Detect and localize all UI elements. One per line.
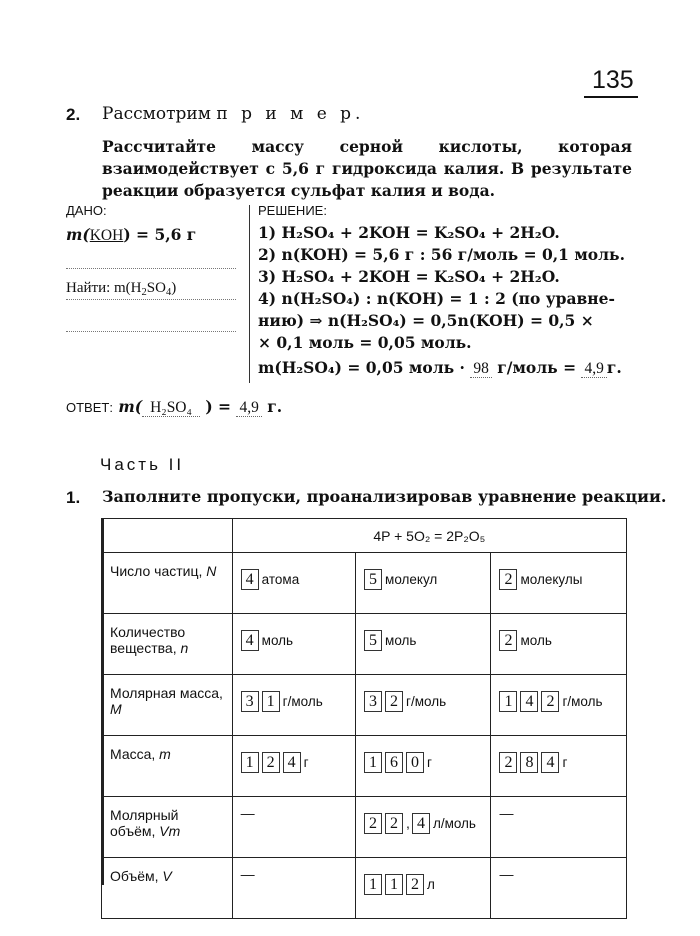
table-cell <box>232 797 355 858</box>
solution-label: РЕШЕНИЕ: <box>258 203 327 218</box>
task-title <box>102 104 364 124</box>
row-symbol: N <box>206 563 217 579</box>
row-symbol: n <box>180 640 189 656</box>
digit-box: 4 <box>541 752 559 773</box>
unit-label: л <box>427 877 435 892</box>
find-sub: 4 <box>165 287 172 299</box>
mass-calculation <box>258 358 622 378</box>
given-label: ДАНО: <box>66 203 107 218</box>
given-prefix: m( <box>66 225 90 244</box>
digit-box: 5 <box>364 630 382 651</box>
solution-step: нию) ⇒ n(H₂SO₄) = 0,5n(KOH) = 0,5 × <box>258 311 594 330</box>
row-label-text: Молярный объём, <box>110 807 179 839</box>
unit-label: г/моль <box>406 694 447 709</box>
digit-box: 8 <box>520 752 538 773</box>
table-cell <box>232 736 355 797</box>
digit-box: 1 <box>364 874 382 895</box>
digit-box: 4 <box>520 691 538 712</box>
digit-box: 0 <box>406 752 424 773</box>
table-row <box>102 858 627 919</box>
solution-step: 3) H₂SO₄ + 2KOH = K₂SO₄ + 2H₂O. <box>258 267 560 286</box>
digit-box: 2 <box>499 569 517 590</box>
row-label <box>102 858 233 919</box>
unit-label: г <box>427 755 432 770</box>
table-cell <box>491 858 627 919</box>
digit-box: 4 <box>241 569 259 590</box>
row-label-text: Объём, <box>110 868 159 884</box>
row-label-text: Число частиц, <box>110 563 203 579</box>
part-task-number: 1. <box>66 488 81 507</box>
table-cell <box>491 736 627 797</box>
table-row <box>102 675 627 736</box>
table-header-row <box>102 519 627 553</box>
find-sub: 2 <box>141 287 147 299</box>
digit-box: 4 <box>412 813 430 834</box>
mass-fill: 4,9 <box>581 360 606 378</box>
table-cell <box>356 797 491 858</box>
unit-label: г <box>562 755 568 770</box>
digit-box: 2 <box>262 752 280 773</box>
unit-label: г/моль <box>282 694 323 709</box>
unit-label: молекул <box>385 572 438 587</box>
solution-step: 4) n(H₂SO₄) : n(KOH) = 1 : 2 (по уравне- <box>258 289 615 308</box>
mass-line-mid: г/моль = <box>497 358 577 377</box>
table-cell <box>232 858 355 919</box>
answer-eq: ) = <box>205 397 232 416</box>
table-cell <box>356 736 491 797</box>
given-substance: KOH <box>89 227 124 244</box>
divider-line <box>66 268 236 269</box>
unit-label: атома <box>261 572 300 587</box>
digit-box: 1 <box>241 752 259 773</box>
dash: — <box>240 866 255 882</box>
answer-unit: г. <box>267 397 283 416</box>
part-task-text: Заполните пропуски, проанализировав уравнение реакции. <box>102 487 667 506</box>
digit-box: 4 <box>241 630 259 651</box>
page-number: 135 <box>584 66 638 98</box>
table-cell <box>232 614 355 675</box>
unit-label: моль <box>520 633 552 648</box>
decimal-comma: , <box>406 815 410 831</box>
digit-box: 2 <box>385 691 403 712</box>
find-label <box>66 280 236 300</box>
row-symbol: V <box>162 868 172 884</box>
row-label <box>102 736 233 797</box>
reaction-equation: 4P + 5O₂ = 2P₂O₅ <box>232 519 626 553</box>
table-cell <box>232 675 355 736</box>
table-header-empty <box>102 519 233 553</box>
digit-box: 2 <box>541 691 559 712</box>
table-cell <box>232 553 355 614</box>
answer-label: ОТВЕТ: <box>66 400 113 415</box>
table-left-border <box>101 518 104 885</box>
given-suffix: ) = 5,6 г <box>123 225 197 244</box>
table-row <box>102 553 627 614</box>
find-end: ) <box>171 280 177 296</box>
row-symbol: m <box>159 746 171 762</box>
table-cell <box>356 675 491 736</box>
table-row <box>102 736 627 797</box>
unit-label: моль <box>385 633 417 648</box>
mass-line-prefix: m(H₂SO₄) = 0,05 моль · <box>258 358 465 377</box>
row-label-text: Молярная масса, <box>110 685 223 701</box>
table-cell <box>491 553 627 614</box>
table-cell <box>356 858 491 919</box>
row-label <box>102 675 233 736</box>
vertical-divider <box>249 205 250 383</box>
find-mid: SO <box>146 280 166 296</box>
row-label <box>102 553 233 614</box>
digit-box: 1 <box>364 752 382 773</box>
unit-label: г <box>303 755 309 770</box>
digit-box: 2 <box>385 813 403 834</box>
dash: — <box>499 866 514 882</box>
row-label-text: Масса, <box>110 746 156 762</box>
digit-box: 1 <box>499 691 517 712</box>
dash: — <box>499 805 514 821</box>
solution-step: × 0,1 моль = 0,05 моль. <box>258 333 472 352</box>
reaction-table <box>101 518 627 919</box>
table-row <box>102 797 627 858</box>
solution-step: 2) n(KOH) = 5,6 г : 56 г/моль = 0,1 моль. <box>258 245 625 264</box>
answer-substance: H₂SO₄ <box>142 399 200 417</box>
row-label <box>102 797 233 858</box>
unit-label: молекулы <box>520 572 583 587</box>
table-cell <box>491 614 627 675</box>
table-cell <box>356 614 491 675</box>
digit-box: 6 <box>385 752 403 773</box>
unit-label: моль <box>261 633 294 648</box>
answer-line <box>66 397 282 417</box>
digit-box: 4 <box>283 752 301 773</box>
table-cell <box>356 553 491 614</box>
digit-box: 2 <box>499 752 517 773</box>
digit-box: 3 <box>364 691 382 712</box>
table-cell <box>491 675 627 736</box>
row-label <box>102 614 233 675</box>
digit-box: 2 <box>406 874 424 895</box>
table-cell <box>491 797 627 858</box>
molar-mass-fill: 98 <box>470 360 492 378</box>
row-symbol: Vm <box>159 823 181 839</box>
problem-statement: Рассчитайте массу серной кислоты, которая взаимодействует с 5,6 г гидроксида калия. В результате реакции образуется сульфат калия и вода. <box>102 137 632 200</box>
unit-label: г/моль <box>562 694 603 709</box>
digit-box: 2 <box>364 813 382 834</box>
table-row <box>102 614 627 675</box>
digit-box: 1 <box>385 874 403 895</box>
answer-m: m( <box>118 397 143 416</box>
digit-box: 2 <box>499 630 517 651</box>
task-number: 2. <box>66 105 81 124</box>
dash: — <box>240 805 255 821</box>
divider-line <box>66 331 236 332</box>
find-text: Найти: m(H <box>66 280 142 296</box>
mass-line-suffix: г. <box>606 358 622 377</box>
solution-step: 1) H₂SO₄ + 2KOH = K₂SO₄ + 2H₂O. <box>258 223 560 242</box>
digit-box: 3 <box>241 691 259 712</box>
answer-value: 4,9 <box>236 399 261 417</box>
given-value <box>66 225 196 245</box>
task-title-spaced: п р и м е р. <box>216 104 365 124</box>
digit-box: 1 <box>262 691 280 712</box>
unit-label: л/моль <box>432 816 476 831</box>
row-symbol: M <box>110 701 122 717</box>
digit-box: 5 <box>364 569 382 590</box>
task-title-prefix: Рассмотрим <box>102 104 211 124</box>
solution-steps <box>258 222 630 354</box>
row-label-text: Количество вещества, <box>110 624 186 656</box>
part-title: Часть II <box>100 455 185 474</box>
